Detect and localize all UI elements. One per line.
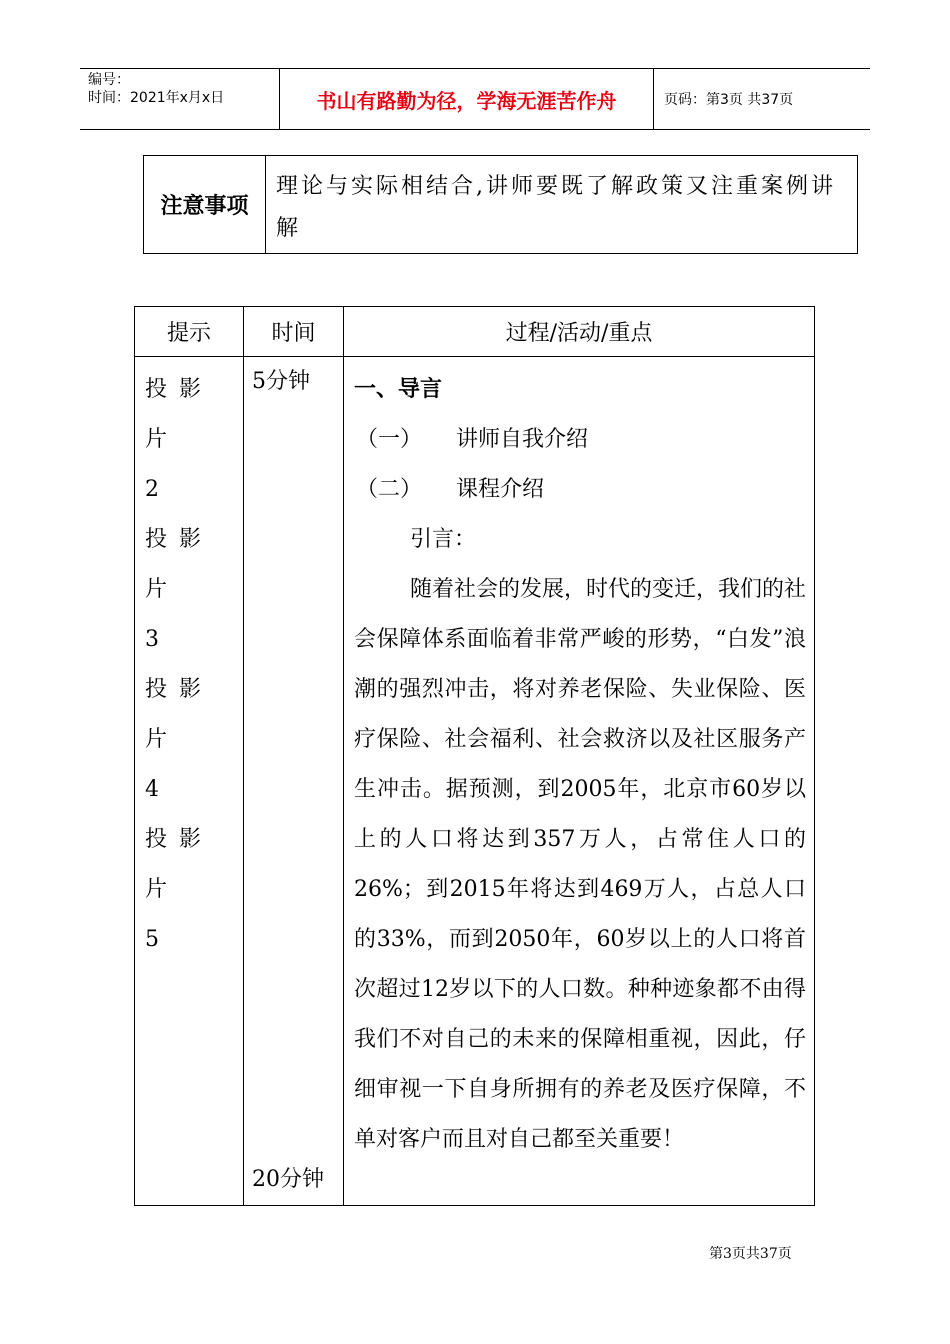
header-page-info: 页码：第3页 共37页 <box>664 92 794 108</box>
tip-line: 投影片 <box>145 377 214 452</box>
header-motto: 书山有路勤为径，学海无涯苦作舟 <box>280 69 654 129</box>
notes-label: 注意事项 <box>144 156 266 253</box>
lesson-table <box>134 306 815 1206</box>
header-process: 过程/活动/重点 <box>344 307 815 357</box>
tip-line: 5 <box>145 927 159 952</box>
page-footer: 第3页共37页 <box>709 1246 792 1262</box>
subsection-1-number: （一） <box>356 427 423 452</box>
time-end: 20分钟 <box>252 1167 324 1192</box>
tip-line: 4 <box>145 777 159 802</box>
header-meta <box>80 69 280 129</box>
table-header-row <box>135 307 815 357</box>
header-tip: 提示 <box>135 307 244 357</box>
page-header <box>80 68 870 130</box>
tip-line: 2 <box>145 477 159 502</box>
subsection-1-text: 讲师自我介绍 <box>456 427 589 452</box>
tip-line: 3 <box>145 627 159 652</box>
time-label: 时间：2021年x月x日 <box>88 90 225 106</box>
section-title: 一、导言 <box>354 377 443 402</box>
tip-line: 投影片 <box>145 677 214 752</box>
tip-line: 投影片 <box>145 527 214 602</box>
table-row <box>135 357 815 1206</box>
intro-paragraph: 随着社会的发展，时代的变迁，我们的社会保障体系面临着非常严峻的形势，“白发”浪潮的强烈冲击，将对养老保险、失业保险、医疗保险、社会福利、社会救济以及社区服务产生冲击。据预测，到2005年，北京市60岁以上的人口将达到357万人，占常住人口的26%；到2015年将达到469万人，占总人口的33%，而到2050年，60岁以上的人口将首次超过12岁以下的人口数。种种迹象都不由得我们不对自己的未来的保障相重视，因此，仔细审视一下自身所拥有的养老及医疗保障，不单对客户而且对自己都至关重要！ <box>354 577 807 1152</box>
subsection-2-text: 课程介绍 <box>456 477 545 502</box>
intro-label: 引言： <box>410 527 477 552</box>
tip-line: 投影片 <box>145 827 214 902</box>
time-cell <box>244 357 344 1206</box>
number-label: 编号： <box>88 72 130 88</box>
subsection-2 <box>354 465 806 515</box>
notes-box <box>143 155 858 254</box>
tip-cell <box>135 357 244 1206</box>
header-time: 时间 <box>244 307 344 357</box>
process-cell <box>344 357 815 1206</box>
subsection-1 <box>354 415 806 465</box>
subsection-2-number: （二） <box>356 477 423 502</box>
notes-text: 理论与实际相结合,讲师要既了解政策又注重案例讲解 <box>276 174 836 241</box>
time-start: 5分钟 <box>252 369 310 394</box>
